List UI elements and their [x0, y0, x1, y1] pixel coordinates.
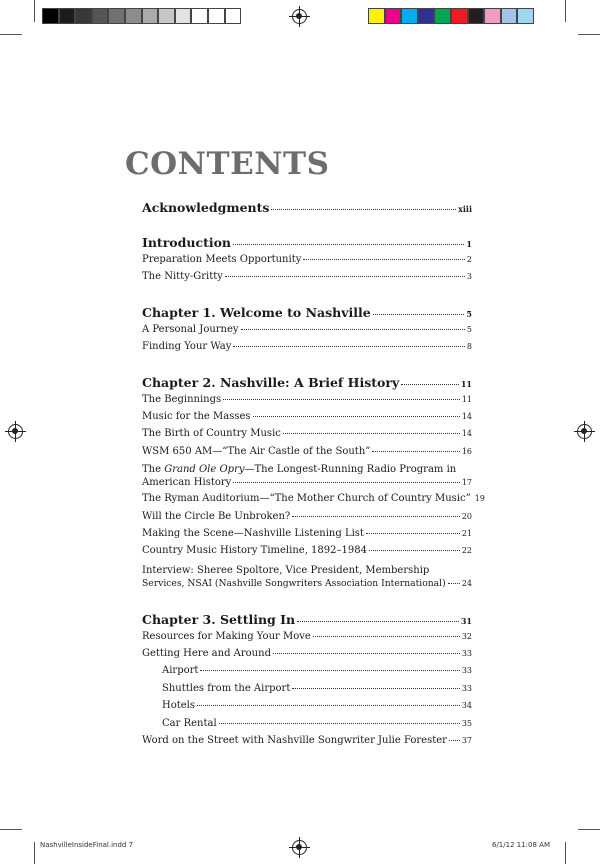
dot-leader: [197, 704, 460, 706]
dot-leader: [313, 635, 460, 637]
toc-entry-title-line-2: Services, NSAI (Nashville Songwriters Association International): [142, 577, 446, 589]
page-title: CONTENTS: [125, 146, 330, 182]
toc-entry-title: Shuttles from the Airport: [162, 682, 291, 694]
toc-page-number: 8: [466, 342, 472, 352]
toc-entry-title: Getting Here and Around: [142, 648, 271, 660]
color-swatch: [59, 8, 76, 24]
toc-page-number: 11: [461, 394, 472, 404]
color-swatch: [42, 8, 59, 24]
dot-leader: [292, 687, 459, 689]
toc-page-number: 21: [461, 528, 472, 538]
toc-entry-chapter-1[interactable]: [142, 305, 472, 324]
toc-page-number: 34: [461, 701, 472, 711]
toc-entry-chapter-2[interactable]: [142, 375, 472, 394]
toc-entry[interactable]: [142, 254, 472, 271]
dot-leader: [219, 722, 460, 724]
toc-entry-title: Country Music History Timeline, 1892–1984: [142, 545, 367, 557]
toc-entry-title: Chapter 1. Welcome to Nashville: [142, 304, 371, 320]
color-swatch: [418, 8, 435, 24]
color-swatch: [108, 8, 125, 24]
toc-entry-title: Finding Your Way: [142, 341, 232, 353]
crop-mark: [0, 34, 22, 35]
toc-entry[interactable]: [142, 511, 472, 528]
dot-leader: [233, 345, 465, 347]
toc-page-number: 5: [466, 324, 472, 334]
color-swatch: [501, 8, 518, 24]
toc-entry[interactable]: [142, 665, 472, 682]
toc-subsection-list: [142, 665, 472, 735]
dot-leader: [448, 582, 460, 584]
toc-page-number: 19: [474, 494, 485, 504]
color-swatch: [434, 8, 451, 24]
toc-page-number: 16: [461, 446, 472, 456]
registration-mark-right-icon: [577, 424, 592, 439]
color-swatch: [158, 8, 175, 24]
dot-leader: [241, 328, 465, 330]
color-swatch: [208, 8, 225, 24]
toc-entry-chapter-3[interactable]: [142, 612, 472, 631]
toc-page-number: 11: [460, 378, 472, 389]
toc-page-number: 14: [461, 411, 472, 421]
dot-leader: [369, 549, 460, 551]
toc-page-number: 33: [461, 649, 472, 659]
toc-page-number: 20: [461, 511, 472, 521]
color-swatch: [125, 8, 142, 24]
toc-entry[interactable]: [142, 341, 472, 358]
color-swatch: [468, 8, 485, 24]
color-swatch: [191, 8, 208, 24]
toc-entry-title: Car Rental: [162, 717, 217, 729]
toc-page-number: 1: [466, 239, 472, 249]
dot-leader: [373, 313, 465, 315]
toc-entry-title: Music for the Masses: [142, 410, 251, 422]
dot-leader: [372, 450, 459, 452]
toc-page-number: 35: [461, 718, 472, 728]
dot-leader: [303, 258, 465, 260]
toc-entry[interactable]: [142, 394, 472, 411]
toc-entry-title: Making the Scene—Nashville Listening List: [142, 527, 364, 539]
dot-leader: [271, 208, 456, 210]
color-swatch: [92, 8, 109, 24]
toc-section-list: [142, 394, 472, 464]
slug-timestamp: 6/1/12 11:08 AM: [492, 841, 550, 849]
toc-entry[interactable]: [142, 718, 472, 735]
toc-entry-title: The Birth of Country Music: [142, 428, 281, 440]
toc-page-number: 17: [461, 478, 472, 488]
toc-page-number: 33: [461, 683, 472, 693]
dot-leader: [283, 432, 460, 434]
dot-leader: [233, 481, 460, 483]
toc-entry[interactable]: [142, 493, 485, 510]
color-swatch: [517, 8, 534, 24]
color-swatch: [401, 8, 418, 24]
dot-leader: [273, 652, 460, 654]
toc-entry-title: Hotels: [162, 700, 196, 712]
crop-mark: [565, 0, 566, 22]
dot-leader: [253, 415, 460, 417]
toc-entry[interactable]: [142, 545, 472, 562]
crop-mark: [578, 34, 600, 35]
color-swatch: [175, 8, 192, 24]
toc-entry[interactable]: [142, 324, 472, 341]
toc-entry[interactable]: [142, 428, 472, 445]
grayscale-color-bar: [42, 8, 241, 24]
toc-section-list: [142, 631, 472, 666]
toc-page-number: 33: [461, 666, 472, 676]
toc-page-number: 14: [461, 429, 472, 439]
crop-mark: [34, 842, 35, 864]
toc-entry-title: The Ryman Auditorium—“The Mother Church of Country Music”: [142, 493, 471, 505]
toc-page-number: 22: [461, 546, 472, 556]
toc-entry-introduction[interactable]: [142, 235, 472, 254]
toc-entry-title: Word on the Street with Nashville Songwriter Julie Forester: [142, 735, 447, 747]
crop-mark: [578, 829, 600, 830]
toc-entry[interactable]: [142, 446, 472, 463]
toc-entry-title: Chapter 3. Settling In: [142, 611, 296, 627]
toc-entry-word-on-the-street[interactable]: [142, 735, 472, 752]
toc-section-list: [142, 493, 485, 563]
dot-leader: [292, 515, 460, 517]
toc-entry-interview[interactable]: [142, 564, 472, 594]
registration-mark-top-icon: [292, 9, 307, 24]
toc-entry-title-line-1: Interview: Sheree Spoltore, Vice President, Membership: [142, 564, 430, 576]
dot-leader: [297, 620, 459, 622]
toc-entry-title: Preparation Meets Opportunity: [142, 254, 302, 265]
crop-mark: [34, 0, 35, 22]
italic-title: Grand Ole Opry: [164, 464, 245, 476]
slug-filename: NashvilleInsideFinal.indd 7: [40, 841, 134, 849]
color-swatch: [75, 8, 92, 24]
toc-section-list: [142, 254, 472, 289]
dot-leader: [366, 532, 460, 534]
toc-entry-title: Will the Circle Be Unbroken?: [142, 510, 291, 522]
dot-leader: [401, 383, 459, 385]
toc-entry[interactable]: [142, 411, 472, 428]
toc-page-number: 31: [460, 615, 472, 626]
toc-page-number: 32: [461, 631, 472, 641]
dot-leader: [449, 739, 460, 741]
color-swatch: [385, 8, 402, 24]
color-swatch: [451, 8, 468, 24]
toc-entry-title: Airport: [162, 665, 199, 677]
toc-entry[interactable]: [142, 631, 472, 648]
toc-page-number: 3: [466, 272, 472, 282]
color-swatch: [484, 8, 501, 24]
toc-entry[interactable]: [142, 683, 472, 700]
dot-leader: [200, 669, 459, 671]
registration-mark-bottom-icon: [292, 840, 307, 855]
toc-entry-title: Resources for Making Your Move: [142, 630, 311, 642]
toc-page-number: 2: [466, 255, 472, 264]
dot-leader: [223, 398, 460, 400]
toc-entry-title: WSM 650 AM—“The Air Castle of the South”: [142, 445, 371, 457]
toc-entry[interactable]: [142, 528, 472, 545]
toc-page-number: 24: [461, 578, 472, 588]
toc-entry-title: The Nitty-Gritty: [142, 271, 223, 283]
crop-mark: [565, 842, 566, 864]
color-swatch: [225, 8, 242, 24]
toc-page-number: 5: [466, 308, 472, 319]
table-of-contents: [142, 200, 485, 752]
color-swatch: [368, 8, 385, 24]
toc-entry[interactable]: [142, 648, 472, 665]
toc-entry-title: The Beginnings: [142, 393, 222, 405]
crop-mark: [0, 829, 22, 830]
toc-entry-title-line-2: American History: [142, 477, 232, 489]
toc-entry-grand-ole-opry[interactable]: [142, 463, 472, 493]
color-swatch: [142, 8, 159, 24]
toc-entry-title: Introduction: [142, 235, 232, 250]
toc-entry[interactable]: [142, 700, 472, 717]
toc-entry-acknowledgments[interactable]: [142, 200, 472, 219]
process-color-bar: [368, 8, 534, 24]
toc-page-number: xiii: [458, 204, 472, 214]
toc-section-list: [142, 324, 472, 359]
toc-page-number: 37: [461, 736, 472, 746]
toc-entry-title: Acknowledgments: [142, 200, 270, 215]
toc-entry-title: Chapter 2. Nashville: A Brief History: [142, 374, 400, 390]
dot-leader: [233, 243, 464, 245]
toc-entry-title: A Personal Journey: [142, 323, 239, 335]
registration-mark-left-icon: [8, 424, 23, 439]
toc-entry[interactable]: [142, 271, 472, 288]
toc-entry-title-line-1: The Grand Ole Opry—The Longest-Running Radio Program in: [142, 464, 457, 476]
dot-leader: [225, 275, 465, 277]
